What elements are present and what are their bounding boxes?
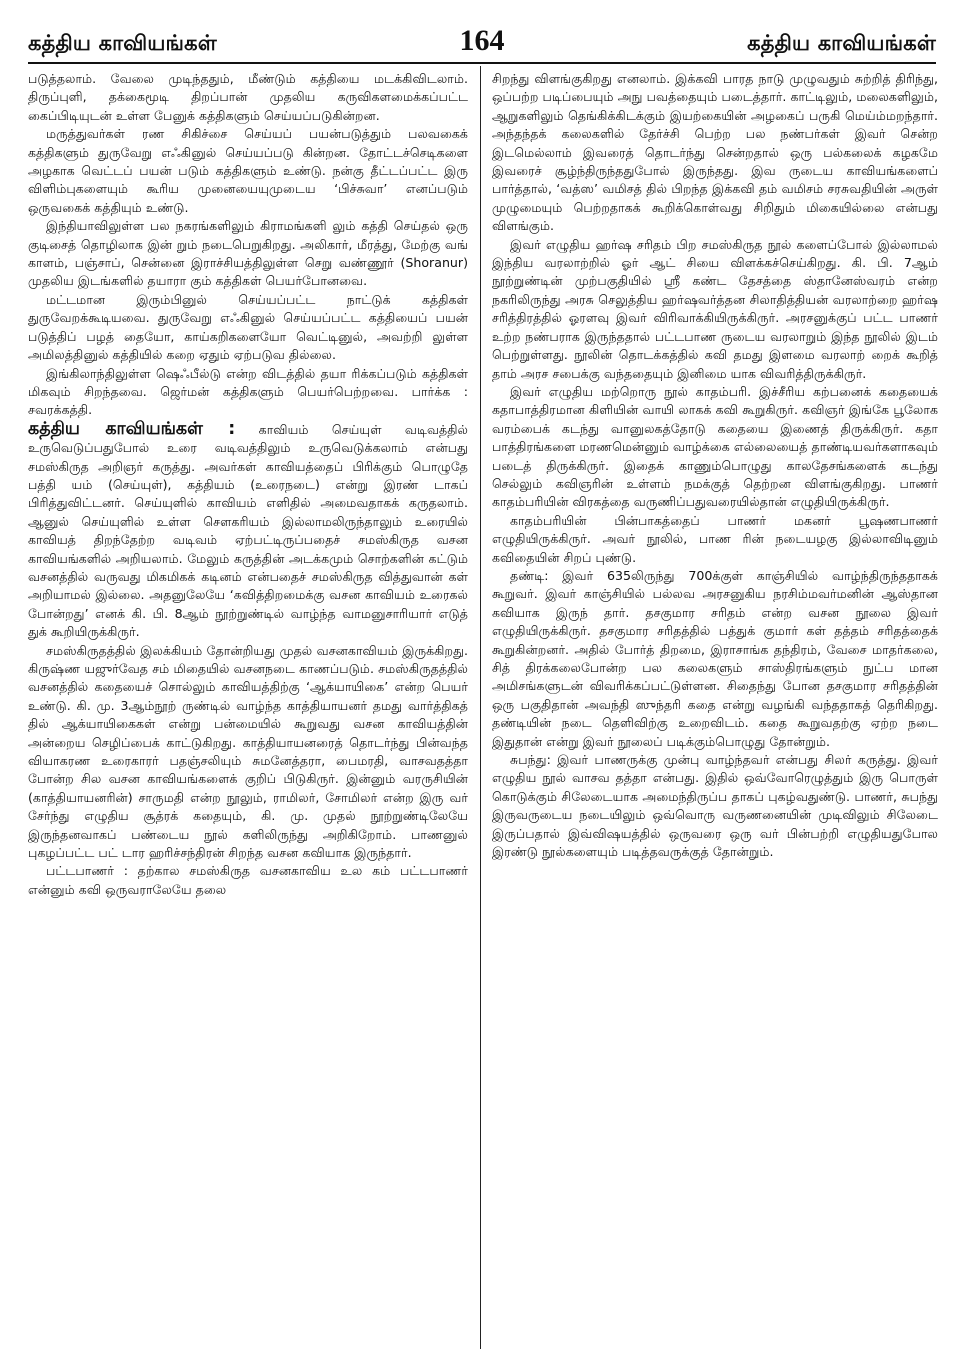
running-title-right: கத்திய காவியங்கள் bbox=[747, 31, 936, 55]
entry-heading: கத்திய காவியங்கள் : bbox=[28, 418, 236, 439]
paragraph: இவர் எழுதிய மற்றொரு நூல் காதம்பரி. இச்சீரிய கற்பனைக் கதையைக் கதாபாத்திரமான கிளியின் வாயி லாகக் கவி கூறுகிருர். கவிஞர் இங்கே பூலோக வரம்பைக் கடந்து வானுலகத்தோடு கதையை இணைத் திருக்கிருர். கதா பாத்திரங்களை மரணமென்னும் வாழ்க்கை எல்லையைத் தாண்டியவர்களாகவும் படைத் திருக்கிருர். இதைக் காணும்பொழுது காலதேசங்களைக் கடந்து செல்லும் கவிஞரின் உள்ளம் நமக்குத் தெற்றன விளங்குகிறது. பாணர் காதம்பரியின் விரகத்தை வருணிப்பதுவரையில்தான் எழுதியிருக்கிருர். bbox=[492, 383, 938, 510]
paragraph: சமஸ்கிருதத்தில் இலக்கியம் தோன்றியது முதல் வசனகாவியம் இருக்கிறது. கிருஷ்ண யஜுர்வேத சம் மிதையில் வசனநடை காணப்படும். சமஸ்கிருதத்தில் வசனத்தில் கதையைச் சொல்லும் காவியத்திற்கு ‘ஆக்யாயிகை’ என்ற பெயர் உண்டு. கி. மு. 3ஆம்நூற் ருண்டில் வாழ்ந்த காத்தியாயனர் தமது வார்த்திகத் தில் ஆக்யாயிகைகள் என்று பன்மையில் கூறுவது வசன காவியத்தின் அன்றைய செழிப்பைக் காட்டுகிறது. காத்தியாயனரைத் தொடர்ந்து பின்வந்த வியாகரண உரைகாரர் பதஞ்சலியும் சுமனேத்தரா, பைமரதி, வாசவதத்தா போன்ற சில வசன காவியங்களைக் குறிப் பிடுகிருர். இன்னும் வரருசியின் (காத்தியாயனரின்) சாருமதி என்ற நூலும், ராமிலர், சோமிலர் என்ற இரு வர் சேர்ந்து எழுதிய சூத்ரக் கதையும், கி. மு. முதல் நூற்றுண்டிலேயே இருந்தனவாகப் பண்டைய நூல் களிலிருந்து அறிகிறோம். பாணனுல் புகழப்பட்ட பட் டார ஹரிச்சந்திரன் சிறந்த வசன கவியாக இருந்தார். bbox=[28, 642, 468, 861]
paragraph: இங்கிலாந்திலுள்ள ஷெஃபீல்டு என்ற விடத்தில் தயா ரிக்கப்படும் கத்திகள் மிகவும் சிறந்தவை. ஜெர்மன் கத்திகளும் பெயர்பெற்றவை. பார்க்க : சவரக்கத்தி. bbox=[28, 365, 468, 418]
paragraph: இந்தியாவிலுள்ள பல நகரங்களிலும் கிராமங்களி லும் கத்தி செய்தல் ஒரு குடிசைத் தொழிலாக இன் றும் நடைபெறுகிறது. அலிகார், மீரத்து, மேற்கு வங் காளம், பஞ்சாப், சென்னை இராச்சியத்திலுள்ள செறு வண்ணூர் (Shoranur) முதலிய இடங்களில் தயாரா கும் கத்திகள் பெயர்போனவை. bbox=[28, 218, 468, 289]
header-rule bbox=[28, 62, 936, 64]
paragraph: தண்டி: இவர் 635லிருந்து 700க்குள் காஞ்சியில் வாழ்ந்திருந்ததாகக் கூறுவர். இவர் காஞ்சியில் பல்லவ அரசனுகிய நரசிம்மவர்மனின் ஆஸ்தான கவியாக இருந் தார். தசகுமார சரிதம் என்ற வசன நூலை இவர் எழுதியிருக்கிருர். தசகுமார சரிதத்தில் பத்துக் குமார் கள் தத்தம் சரிதத்தைக் கூறுகின்றனர். அதில் போர்த் திறமை, இராசாங்க தந்திரம், வேசை மாதர்கலை, சித் திரக்கலைபோன்ற பல கலைகளும் சாஸ்திரங்களும் நுட்ப மான அமிசங்களுடன் விவரிக்கப்பட்டுள்ளன. சிதைந்து போன தசகுமார சரிதத்தின் ஒரு பகுதிதான் அவந்தி ஸுந்தரி கதை என்று வழங்கி வந்ததாகத் தெரிகிறது. தண்டியின் நடை தெளிவிற்கு உறைவிடம். கதை கூறுவதற்கு ஏற்ற நடை இதுதான் என்று இவர் நூலைப் படிக்கும்பொழுது தோன்றும். bbox=[492, 567, 938, 749]
paragraph: மட்டமான இரும்பினுல் செய்யப்பட்ட நாட்டுக் கத்திகள் துருவேறக்கூடியவை. துருவேறு எஃகினுல் செய்யப்பட்ட கத்தியைப் பயன் படுத்திப் பழத் தையோ, காய்கறிகளையோ வெட்டினுல், அவற்றி லுள்ள அமிலத்தினுல் கத்தியில் கறை ஏதும் ஏற்படுவ தில்லை. bbox=[28, 291, 468, 363]
entry-paragraph bbox=[28, 420, 468, 642]
paragraph: மருத்துவர்கள் ரண சிகிச்சை செய்யப் பயன்படுத்தும் பலவகைக் கத்திகளும் துருவேறு எஃகினுல் செய்யப்படு கின்றன. தோட்டச்செடிகளை அழகாக வெட்டப் பயன் படும் கத்திகளும் உண்டு. நன்கு தீட்டப்பட்ட இரு விளிம்புகளையும் கூரிய முனையையுமுடைய ‘பிச்சுவா’ எனப்படும் ஒருவகைக் கத்தியும் உண்டு. bbox=[28, 126, 468, 215]
entry-text: காவியம் செய்யுள் வடிவத்தில் உருவெடுப்பதுபோல் உரை வடிவத்திலும் உருவெடுக்கலாம் என்பது சமஸ்கிருத அறிஞர் கருத்து. அவர்கள் காவியத்தைப் பிரிக்கும் பொழுதே பத்தி யம் (செய்யுள்), கத்தியம் (உரைநடை) என்று இரண் டாகப் பிரித்துவிட்டனர். செய்யுளில் காவியம் எளிதில் அமைவதாகக் கருதலாம். ஆனுல் செய்யுளில் உள்ள சௌகரியம் இல்லாமலிருந்தாலும் உரையில் காவியத் திறந்தேற்ற வடிவம் ஏற்பட்டிருப்பதைச் சமஸ்கிருத வசன காவியங்களில் அறியலாம். மேலும் கருத்தின் அடக்கமும் சொற்களின் கட்டும் வசனத்தில் வருவது மிகமிகக் கடினம் என்பதைச் சமஸ்கிருத வித்துவான் கள் அறியாமல் இல்லை. அதனுலேயே ‘கவித்திறமைக்கு வசன காவியம் உரைகல் போன்றது’ எனக் கி. பி. 8ஆம் நூற்றுண்டில் வாழ்ந்த வாமனுசாரியார் எடுத் துக் கூறியிருக்கிருர். bbox=[28, 421, 468, 640]
right-column bbox=[492, 70, 938, 1349]
page-header bbox=[28, 18, 936, 58]
paragraph: காதம்பரியின் பின்பாகத்தைப் பாணர் மகனர் பூஷணபாணர் எழுதியிருக்கிருர். அவர் நூலில், பாண ரின் நடையழகு இல்லாவிடினும் கவிதையின் சிறப் புண்டு. bbox=[492, 512, 938, 565]
paragraph: சுபந்து: இவர் பாணருக்கு முன்பு வாழ்ந்தவர் என்பது சிலர் கருத்து. இவர் எழுதிய நூல் வாசவ தத்தா என்பது. இதில் ஒவ்வோரெழுத்தும் இரு பொருள் கொடுக்கும் சிலேடையாக அமைந்திருப்ப தாகப் புகழ்வதுண்டு. பாணர், சுபந்து இருவருடைய நடையிலும் ஒவ்வொரு வருணனையின் முடிவிலும் சிலேடை இருப்பதால் இவ்விஷயத்தில் ஒருவரை ஒரு வர் பின்பற்றி எழுதியதுபோல இரண்டு நூல்களையும் படித்தவருக்குத் தோன்றும். bbox=[492, 752, 938, 860]
paragraph: இவர் எழுதிய ஹர்ஷ சரிதம் பிற சமஸ்கிருத நூல் களைப்போல் இல்லாமல் இந்திய வரலாற்றில் ஓர் ஆட் சியை விளக்கச்செய்கிறது. கி. பி. 7ஆம் நூற்றுண்டின் முற்பகுதியில் ஸ்ரீ கண்ட தேசத்தை ஸ்தானேஸ்வரம் என்ற நகரிலிருந்து அரசு செலுத்திய ஹர்ஷவர்த்தன சிலாதித்தியன் வரலாற்றை ஹர்ஷ சரித்திரத்தில் ஓரளவு இவர் விரிவாக்கியிருக்கிருர். அரசனுக்குப் பட்ட பாணர் உற்ற நண்பராக இருந்ததால் பட்டபாண ருடைய வரலாறும் இந்த நூலில் இடம் பெற்றுள்ளது. நூலின் தொடக்கத்தில் கவி தமது இளமை வரலாற் றைக் கூறித் தாம் அரச சபைக்கு வந்ததையும் இனிமை யாக விவரித்திருக்கிருர். bbox=[492, 236, 938, 381]
left-column bbox=[28, 70, 468, 1349]
page-number: 164 bbox=[459, 24, 505, 57]
running-title-left: கத்திய காவியங்கள் bbox=[28, 31, 217, 55]
paragraph: பட்டபாணர் : தற்கால சமஸ்கிருத வசனகாவிய உல கம் பட்டபாணர் என்னும் கவி ஒருவராலேயே தலை bbox=[28, 863, 468, 897]
paragraph: சிறந்து விளங்குகிறது எனலாம். இக்கவி பாரத நாடு முழுவதும் சுற்றித் திரிந்து, ஒப்பற்ற படிப்பையும் அநு பவத்தையும் படைத்தார். காட்டிலும், மலைகளிலும், ஆறுகளிலும் தெங்கிக்கிடக்கும் இயற்கையின் அழகைப் பருகி மெய்ம்மறந்தார். அந்தந்தக் கலைகளில் தேர்ச்சி பெற்ற பல நண்பர்கள் இவர் சென்ற இடமெல்லாம் இவரைத் தொடர்ந்து சென்றதால் ஒரு பல்கலைக் கழகமே இவரைச் சூழ்ந்திருந்ததுபோல் இருந்தது. இவ ருடைய காவியங்களைப் பார்த்தால், ‘வத்ஸ’ வமிசத் தில் பிறந்த இக்கவி தம் வமிசம் சரசுவதியின் அருள் முழுமையும் பெற்றதாகக் கூறிக்கொள்வது சிறிதும் மிகையில்லை என்பது விளங்கும். bbox=[492, 71, 938, 234]
column-divider bbox=[480, 66, 481, 1349]
paragraph: படுத்தலாம். வேலை முடிந்ததும், மீண்டும் கத்தியை மடக்கிவிடலாம். திருப்புளி, தக்கைமூடி திறப்பான் முதலிய கருவிகளமைக்கப்பட்ட கைப்பிடியுடன் உள்ள பேனுக் கத்திகளும் செய்யப்படுகின்றன. bbox=[28, 71, 468, 123]
